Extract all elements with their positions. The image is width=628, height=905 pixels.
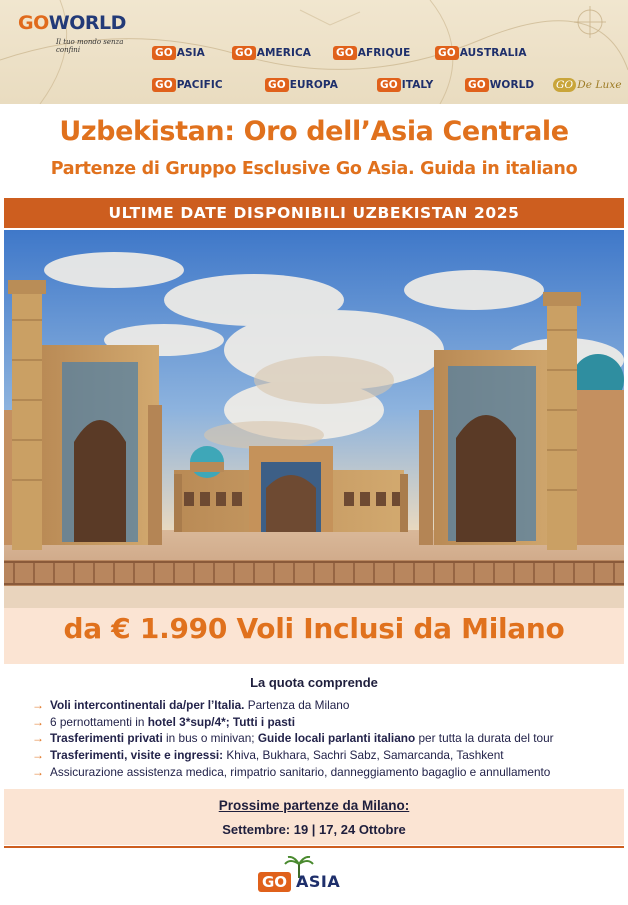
list-item: → 6 pernottamenti in hotel 3*sup/4*; Tutti i pasti	[32, 714, 295, 729]
go-world-logo[interactable]	[18, 12, 136, 52]
brand-logos	[150, 40, 620, 100]
page-subtitle: Partenze di Gruppo Esclusive Go Asia. Guida in italiano	[50, 159, 578, 179]
price-headline: da € 1.990 Voli Inclusi da Milano	[63, 612, 565, 645]
brand-go-pacific[interactable]: GO PACIFIC	[152, 75, 223, 94]
page-title: Uzbekistan: Oro dell’Asia Centrale	[59, 116, 569, 147]
list-item: → Trasferimenti privati in bus o minivan; Guide locali parlanti italiano per tutta la durata del tour	[32, 731, 554, 746]
logo-world: WORLD	[48, 12, 126, 34]
brand-go-de-luxe[interactable]: GO De Luxe	[553, 75, 622, 94]
brand-go-europa[interactable]: GO EUROPA	[265, 75, 338, 94]
arrow-right-icon: →	[32, 714, 44, 729]
arrow-right-icon: →	[32, 764, 44, 779]
logo-go: GO	[18, 12, 49, 34]
header-map-background	[0, 0, 628, 104]
dates-banner: ULTIME DATE DISPONIBILI UZBEKISTAN 2025	[4, 198, 624, 228]
list-item: → Assicurazione assistenza medica, rimpatrio sanitario, danneggiamento bagaglio e annullamento	[32, 764, 551, 779]
brand-go-asia[interactable]: GO ASIA	[152, 43, 205, 62]
brand-go-america[interactable]: GO AMERICA	[232, 43, 311, 62]
go-asia-logo[interactable]: GO ASIA	[258, 856, 370, 898]
divider	[4, 846, 624, 848]
logo-tagline: Il tuo mondo senza confini	[56, 38, 124, 54]
arrow-right-icon: →	[32, 698, 44, 713]
departures-dates: Settembre: 19 | 17, 24 Ottobre	[222, 822, 406, 837]
arrow-right-icon: →	[32, 731, 44, 746]
brand-go-australia[interactable]: GO AUSTRALIA	[435, 43, 527, 62]
includes-list	[32, 697, 622, 780]
includes-heading: La quota comprende	[250, 675, 378, 690]
brand-go-italy[interactable]: GO ITALY	[377, 75, 433, 94]
registan-photo	[4, 230, 624, 610]
list-item: → Trasferimenti, visite e ingressi: Khiva, Bukhara, Sachri Sabz, Samarcanda, Tashkent	[32, 748, 504, 763]
list-item: → Voli intercontinentali da/per l’Italia. Partenza da Milano	[32, 698, 350, 713]
brand-go-world[interactable]: GO WORLD	[465, 75, 534, 94]
departures-heading: Prossime partenze da Milano:	[218, 798, 410, 813]
brand-go-afrique[interactable]: GO AFRIQUE	[333, 43, 410, 62]
arrow-right-icon: →	[32, 748, 44, 763]
